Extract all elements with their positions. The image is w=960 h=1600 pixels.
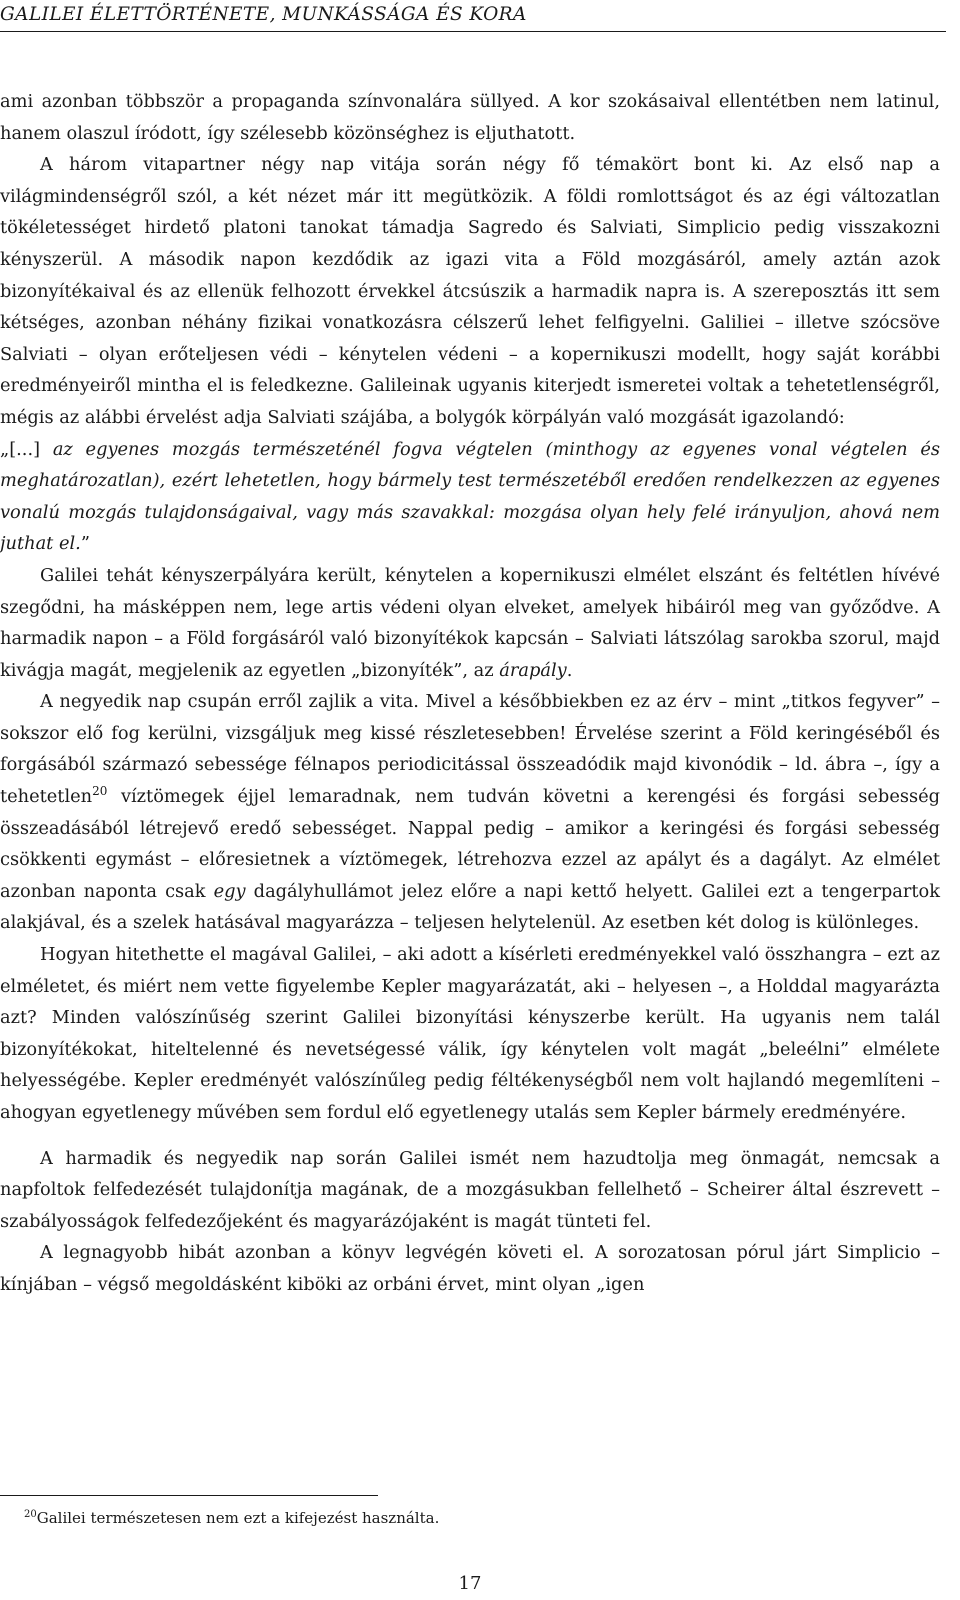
paragraph-4	[0, 686, 940, 939]
paragraph-3-text-a: Galilei tehát kényszerpályára került, kénytelen a kopernikuszi elmélet elszánt és feltétlen hívévé szegődni, ha másképpen nem, lege artis védeni olyan elveket, amelyek hibáiról meg van győződve. A harmadik napon – a Föld forgásáról való bizonyítékok kapcsán – Salviati látszólag sarokba szorul, majd kivágja magát, megjelenik az egyetlen „bizonyíték”, az	[0, 564, 940, 681]
paragraph-7: A legnagyobb hibát azonban a könyv legvégén követi el. A sorozatosan pórul járt Simplicio – kínjában – végső megoldásként kiböki az orbáni érvet, mint olyan „igen	[0, 1242, 940, 1295]
block-quote	[0, 434, 940, 560]
paragraph-3	[0, 560, 940, 686]
paragraph-3-text-c: .	[566, 659, 573, 681]
footnote-text: Galilei természetesen nem ezt a kifejezést használta.	[36, 1509, 440, 1527]
footnote-rule	[0, 1495, 378, 1496]
running-header: GALILEI ÉLETTÖRTÉNETE, MUNKÁSSÁGA ÉS KORA	[0, 4, 527, 25]
footnote-mark: 20	[24, 1509, 37, 1520]
paragraph-1: ami azonban többször a propaganda színvonalára süllyed. A kor szokásaival ellentétben nem latinul, hanem olaszul íródott, így szélesebb közönséghez is eljuthatott.	[0, 91, 940, 144]
footnote-reference[interactable]: 20	[92, 784, 108, 799]
paragraph-3-emphasis: árapály	[499, 659, 567, 681]
paragraph-4-text-a: A negyedik nap csupán erről zajlik a vita. Mivel a későbbiekben ez az érv – mint „titkos fegyver” – sokszor elő fog kerülni, vizsgáljuk meg kissé részletesebben! Érvelése szerint a Föld keringéséből és forgásából származó sebessége félnapos periodicitással összeadódik majd kivonódik – ld. ábra –, így a tehetetlen	[0, 691, 940, 808]
quote-text: az egyenes mozgás természeténél fogva végtelen (minthogy az egyenes vonal végtelen és meghatározatlan), ezért lehetetlen, hogy bármely test természetéből eredően rendelkezzen az egyenes vonalú mozgás tulajdonságaival, vagy más szavakkal: mozgása olyan hely felé irányuljon, ahová nem juthat el.	[0, 438, 940, 555]
header-rule	[0, 31, 946, 32]
paragraph-6: A harmadik és negyedik nap során Galilei ismét nem hazudtolja meg önmagát, nemcsak a napfoltok felfedezését tulajdonítja magának, de a mozgásukban fellelhető – Scheirer által észrevett – szabályosságok felfedezőjeként és magyarázójaként is magát tünteti fel.	[0, 1147, 940, 1232]
footnote	[24, 1508, 439, 1528]
paragraph-4-text-b: víztömegek éjjel lemaradnak, nem tudván követni a kerengési és forgási sebesség összeadásából létrejevő eredő sebességet. Nappal pedig – amikor a keringési és forgási sebesség csökkenti egymást – előresietnek a víztömegek, létrehozva ezzel az apályt és a dagályt. Az elmélet azonban naponta csak	[0, 786, 940, 902]
paragraph-2: A három vitapartner négy nap vitája során négy fő témakört bont ki. Az első nap a világmindenségről szól, a két nézet már itt megütközik. A földi romlottságot és az égi változatlan tökéletességet hirdető platoni tanokat támadja Sagredo és Salviati, Simplicio pedig visszakozni kényszerül. A második napon kezdődik az igazi vita a Föld mozgásáról, amely aztán azok bizonyítékaival és az ellenük felhozott érvekkel átcsúszik a harmadik napra is. A szereposztás itt sem kétséges, azonban néhány fizikai vonatkozásra célszerű lehet felfigyelni. Galiliei – illetve szócsöve Salviati – olyan erőteljesen védi – kénytelen védeni – a kopernikuszi modellt, hogy saját korábbi eredményeiről mintha el is feledkezne. Galileinak ugyanis kiterjedt ismeretei voltak a tehetetlenségről, mégis az alábbi érvelést adja Salviati szájába, a bolygók körpályán való mozgását igazolandó:	[0, 154, 940, 428]
paragraph-4-text-d: dagályhullámot jelez előre a napi kettő helyett. Galilei ezt a tengerpartok alakjával, és a szelek hatásával magyarázza – teljesen helytelenül. Az esetben két dolog is különleges.	[0, 880, 940, 934]
paragraph-4-emphasis: egy	[213, 880, 246, 902]
body-text	[0, 86, 940, 1301]
page-number: 17	[458, 1573, 482, 1594]
quote-open: „[...]	[0, 438, 41, 460]
paragraph-5: Hogyan hitethette el magával Galilei, – aki adott a kísérleti eredményekkel való összhangra – ezt az elméletet, és miért nem vette figyelembe Kepler magyarázatát, aki – helyesen –, a Holddal magyarázta azt? Minden valószínűség szerint Galilei bizonyítási kényszerbe került. Ha ugyanis nem talál bizonyítékokat, hiteltelenné és nevetségessé válik, így kénytelen volt magát „beleélni” elmélete helyességébe. Kepler eredményét valószínűleg pedig féltékenységből nem volt hajlandó megemlíteni – ahogyan egyetlenegy művében sem fordul elő egyetlenegy utalás sem Kepler bármely eredményére.	[0, 944, 940, 1123]
quote-close: ”	[80, 533, 90, 555]
